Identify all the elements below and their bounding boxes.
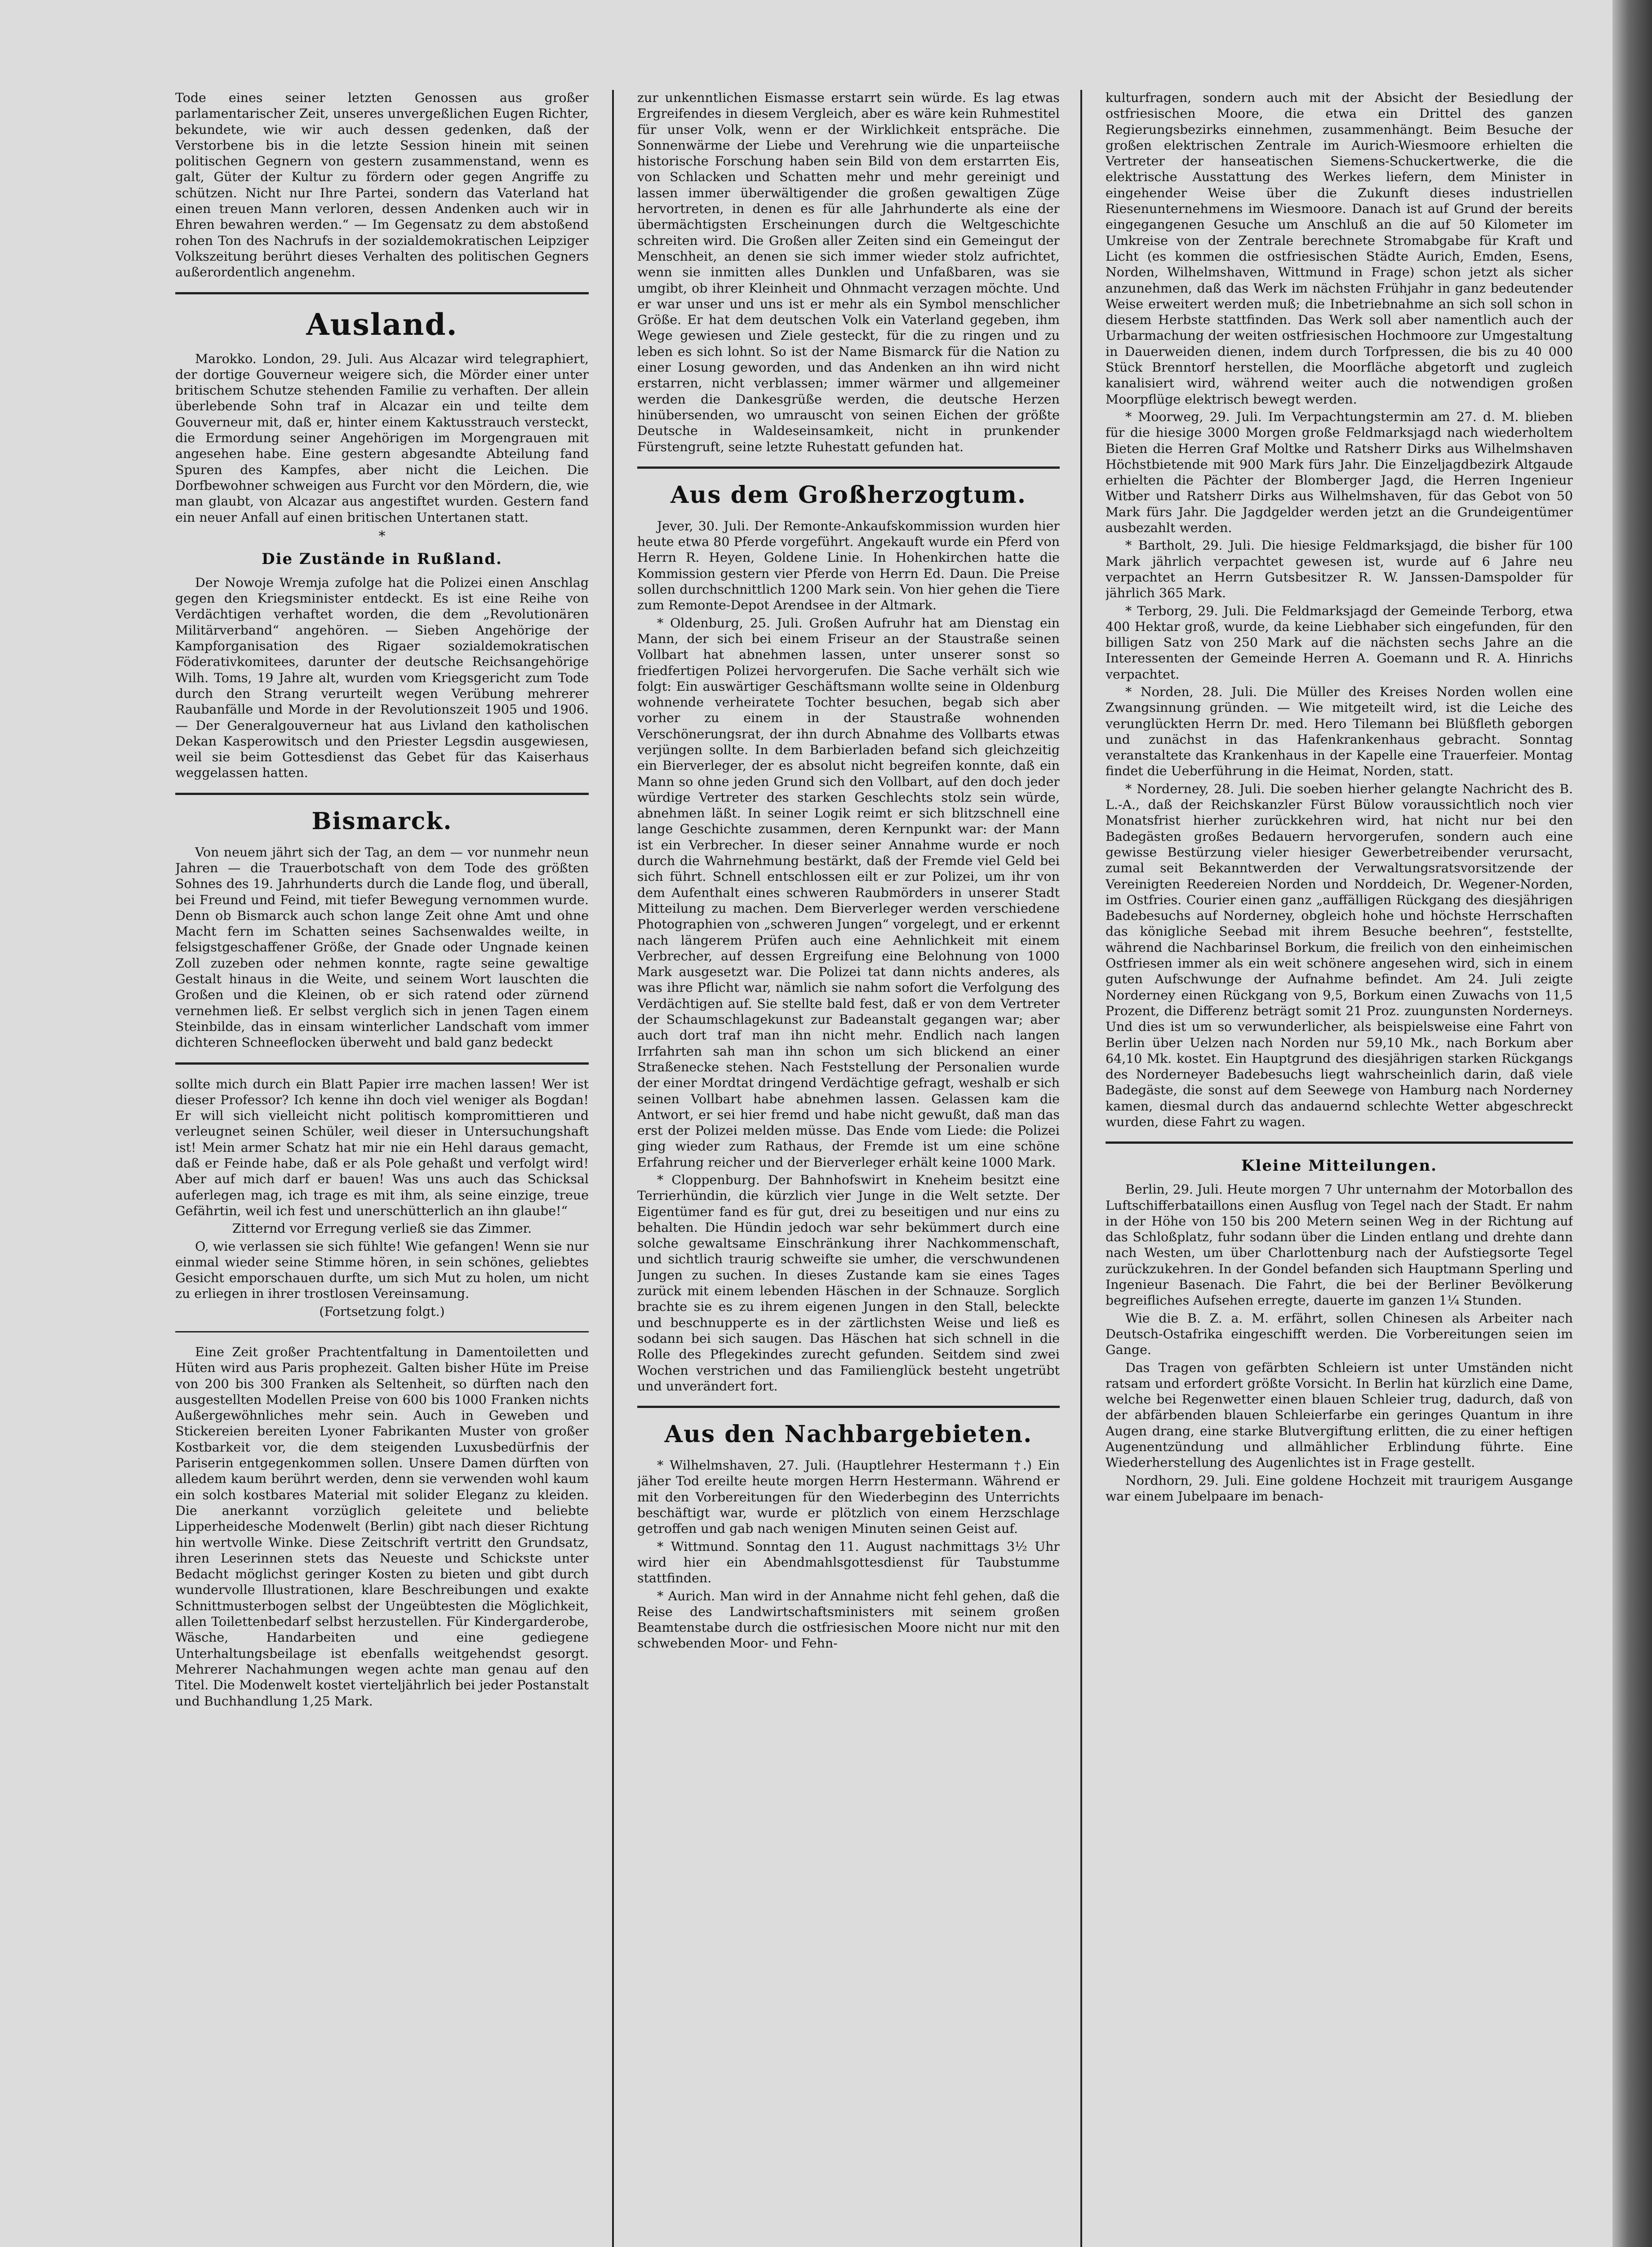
novel-text-line: Zitternd vor Erregung verließ sie das Zimmer.	[232, 1221, 532, 1236]
column-rule-left	[612, 90, 614, 2247]
article-terborg: * Terborg, 29. Juli. Die Feldmarksjagd der Gemeinde Terborg, etwa 400 Hektar groß, wurde, da keine Liebhaber sich eingefunden, für den billigen Satz von 250 Mark auf die nächsten sechs Jahre an die Interessenten der Gemeinde Herren A. Goemann und R. A. Hinrichs verpachtet.	[1106, 603, 1573, 682]
article-mode: Eine Zeit großer Prachtentfaltung in Damentoiletten und Hüten wird aus Paris prophezeit. Galten bisher Hüte im Preise von 200 bis 300 Franken als Seltenheit, so dürften nach den ausgestellten Modellen Preise von 600 bis 1000 Franken nichts Außergewöhnliches mehr sein. Auch in Geweben und Stickereien bereiten Lyoner Fabrikanten Muster von großer Kostbarkeit vor, die dem steigenden Luxusbedürfnis der Pariserin entgegenkommen sollen. Unsere Damen dürften von alledem kaum berührt werden, denn sie verwenden wohl kaum ein solch kostbares Material mit solider Eleganz zu kleiden. Die anerkannt vorzüglich geleitete und beliebte Lipperheidesche Modenwelt (Berlin) gibt nach dieser Richtung hin wertvolle Winke. Diese Zeitschrift vertritt den Grundsatz, ihren Leserinnen stets das Neueste und Schickste unter Bedacht möglichst geringer Kosten zu bieten und gibt durch wundervolle Illustrationen, klare Beschreibungen und exakte Schnittmusterbogen selbst der Ungeübtesten die Möglichkeit, allen Toilettenbedarf selbst herzustellen. Für Kindergarderobe, Wäsche, Handarbeiten und eine gediegene Unterhaltungsbeilage ist ebenfalls weitgehendst gesorgt. Mehrerer Nachahmungen wegen achte man genau auf den Titel. Die Modenwelt kostet vierteljährlich bei jeder Postanstalt und Buchhandlung 1,25 Mark.	[175, 1345, 589, 1709]
article-berlin: Berlin, 29. Juli. Heute morgen 7 Uhr unternahm der Motorballon des Luftschifferbataillons einen Ausflug von Tegel nach der Stadt. Er nahm in der Höhe von 150 bis 200 Metern seinen Weg in der Richtung auf das Schloßplatz, fuhr sodann über die Linden entlang und drehte dann nach Westen, um über Charlottenburg nach der Aufstiegsorte Tegel zurückzukehren. In der Gondel befanden sich Hauptmann Sperling und Ingenieur Basenach. Die Fahrt, die bei der Berliner Bevölkerung begreifliches Aufsehen erregte, dauerte im ganzen 1¼ Stunden.	[1106, 1182, 1573, 1308]
article-oldenburg: * Oldenburg, 25. Juli. Großen Aufruhr hat am Dienstag ein Mann, der sich bei einem Friseur an der Staustraße seinen Vollbart hat abnehmen lassen, unter unserer sonst so friedfertigen Polizei hervorgerufen. Die Sache verhält sich wie folgt: Ein auswärtiger Geschäftsmann wollte seine in Oldenburg wohnende verheiratete Tochter besuchen, begab sich aber vorher zu einem in der Staustraße wohnenden Verschönerungsrat, der ihn durch Abnahme des Vollbarts etwas verjüngen sollte. In dem Barbierladen befand sich gleichzeitig ein Bierverleger, der es absolut nicht begreifen konnte, daß ein Mann so ohne jeden Grund sich den Vollbart, auf den doch jeder würdige Vertreter des starken Geschlechts stolz sein würde, abnehmen läßt. In seiner Logik reimt er sich blitzschnell eine lange Geschichte zusammen, deren Kernpunkt war: der Mann ist ein Verbrecher. In dieser seiner Annahme wurde er noch durch die Wahrnehmung bestärkt, daß der Fremde viel Geld bei sich führt. Schnell entschlossen eilt er zur Polizei, um ihr von dem Aufenthalt eines schweren Raubmörders in unserer Stadt Mitteilung zu machen. Dem Bierverleger werden verschiedene Photographien von „schweren Jungen“ vorgelegt, und er erkennt nach längerem Prüfen auch eine Aehnlichkeit mit einem Verbrecher, auf dessen Ergreifung eine Belohnung von 1000 Mark ausgesetzt war. Die Polizei tat dann nichts anderes, als was ihre Pflicht war, nämlich sie nahm sofort die Verfolgung des Verdächtigen auf. Sie stellte bald fest, daß er von dem Vertreter der Schaumschlagekunst zur Badeanstalt gegangen war; aber auch dort traf man ihn nicht mehr. Endlich nach langen Irrfahrten sah man ihn schon um sich blickend an einer Straßenecke stehen. Nach Feststellung der Personalien wurde der einer Mordtat dringend Verdächtige gefragt, weshalb er sich seinen Vollbart habe abnehmen lassen. Gelassen kam die Antwort, er sei hier fremd und habe nicht gewußt, daß man das erst der Polizei melden müsse. Das Ende vom Liede: die Polizei ging wieder zum Rathaus, der Fremde ist um eine schöne Erfahrung reicher und der Bierverleger erhält keine 1000 Mark.	[637, 615, 1060, 1170]
article-wittmund: * Wittmund. Sonntag den 11. August nachmittags 3½ Uhr wird hier ein Abendmahlsgottesdienst für Taubstumme stattfinden.	[637, 1539, 1060, 1586]
novel-text: sollte mich durch ein Blatt Papier irre machen lassen! Wer ist dieser Professor? Ich kenne ihn doch viel weniger als Bogdan! Er will sich vielleicht nicht politisch kompromittieren und verleugnet seinen Schüler, weil dieser in Untersuchungshaft ist! Mein armer Schatz hat mir nie ein Hehl daraus gemacht, daß er Feinde habe, daß er als Pole gehaßt und verfolgt wird! Aber auf mich darf er bauen! Was uns auch das Schicksal auferlegen mag, ich trage es mit ihm, als seine einzige, treue Gefährtin, weil ich fest und unerschütterlich an ihn glaube!“	[175, 1076, 589, 1218]
article-schleier: Das Tragen von gefärbten Schleiern ist unter Umständen nicht ratsam und erfordert größte Vorsicht. In Berlin hat kürzlich eine Dame, welche bei Regenwetter einen blauen Schleier trug, dadurch, daß von der abfärbenden blauen Schleierfarbe ein geringes Quantum in ihre Augen drang, eine starke Blutvergiftung erlitten, die zu einer heftigen Augenentzündung und allmählicher Erblindung führte. Eine Wiederherstellung des Augenlichtes ist in Frage gestellt.	[1106, 1360, 1573, 1470]
divider	[1106, 1141, 1573, 1144]
divider	[175, 1062, 589, 1065]
article-russland: Der Nowoje Wremja zufolge hat die Polizei einen Anschlag gegen den Kriegsminister entdeckt. Es ist eine Reihe von Verdächtigen verhaftet worden, die dem „Revolutionären Militärverband“ angehören. — Sieben Angehörige der Kampforganisation des Rigaer sozialdemokratischen Föderativkomitees, darunter der deutsche Reichsangehörige Wilh. Toms, 19 Jahre alt, wurden vom Kriegsgericht zum Tode durch den Strang verurteilt wegen Verübung mehrerer Raubanfälle und Morde in der Revolutionszeit 1905 und 1906. — Der Generalgouverneur hat aus Livland den katholischen Dekan Kasperowitsch und den Priester Legsdin ausgewiesen, weil sie beim Gottesdienst das Gebet für das Kaiserhaus weggelassen hatten.	[175, 575, 589, 781]
novel-text-continued: O, wie verlassen sie sich fühlte! Wie gefangen! Wenn sie nur einmal wieder seine Stimme hören, in sein schönes, geliebtes Gesicht emporschauen durfte, um sich Mut zu holen, um nicht zu erliegen in ihrer trostlosen Vereinsamung.	[175, 1239, 589, 1301]
article-cloppenburg: * Cloppenburg. Der Bahnhofswirt in Kneheim besitzt eine Terrierhündin, die kürzlich vier Junge in die Welt setzte. Der Eigentümer fand es für gut, drei zu beseitigen und nur eins zu behalten. Die Hündin jedoch war sehr bekümmert durch eine solche gewaltsame Einschränkung ihrer Nachkommenschaft, und sichtlich traurig schweifte sie umher, die verschwundenen Jungen zu suchen. In dieses Zustande kam sie eines Tages zurück mit einem lebenden Häschen in der Schnauze. Sorglich brachte sie es zu ihrem eigenen Jungen in den Stall, beleckte und beschnupperte es in der zärtlichsten Weise und ließ es sodann bei sich saugen. Das Häschen hat sich schnell in die Rolle des Pflegekindes zurecht gefunden. Seitdem sind zwei Wochen verstrichen und das Familienglück besteht ungetrübt und unverändert fort.	[637, 1172, 1060, 1394]
article-intro-text: Tode eines seiner letzten Genossen aus großer parlamentarischer Zeit, unseres unvergeßlichen Eugen Richter, bekundete, wie wir auch dessen gedenken, daß der Verstorbene bis in die letzte Session hinein mit seinen politischen Gegnern von gestern zusammenstand, wenn es galt, Güter der Kultur zu fördern oder gegen Angriffe zu schützen. Nicht nur Ihre Partei, sondern das Vaterland hat einen treuen Mann verloren, dessen Andenken auch wir in Ehren bewahren werden.“ — Im Gegensatz zu dem abstoßend rohen Ton des Nachrufs in der sozialdemokratischen Leipziger Volkszeitung berührt dieses Verhalten des politischen Gegners außerordentlich angenehm.	[175, 90, 589, 280]
article-aurich: * Aurich. Man wird in der Annahme nicht fehl gehen, daß die Reise des Landwirtschaftsministers mit seinem großen Beamtenstabe durch die ostfriesischen Moore nicht nur mit den schwebenden Moor- und Fehn-	[637, 1588, 1060, 1651]
column-rule-right	[1080, 90, 1082, 2247]
column-right	[1106, 90, 1573, 2247]
section-heading-grossherzogtum: Aus dem Großherzogtum.	[671, 481, 1026, 509]
article-wilhelmshaven: * Wilhelmshaven, 27. Juli. (Hauptlehrer Hestermann †.) Ein jäher Tod ereilte heute morgen Herrn Hestermann. Während er mit den Vorbereitungen für den Wiederbeginn des Unterrichts beschäftigt war, wurde er plötzlich von einem Herzschlage getroffen und gab nach wenigen Minuten seinen Geist auf.	[637, 1458, 1060, 1536]
continuation-note: (Fortsetzung folgt.)	[319, 1304, 445, 1319]
divider	[175, 292, 589, 294]
separator-star: *	[378, 528, 386, 544]
article-bismarck-continued: zur unkenntlichen Eismasse erstarrt sein würde. Es lag etwas Ergreifendes in diesem Vergleich, aber es wäre kein Ruhmestitel für unser Volk, wenn er der Wirklichkeit entspräche. Die Sonnenwärme der Liebe und Verehrung wie die unparteiische historische Forschung haben sein Bild von dem erstarrten Eis, von Schlacken und Schatten mehr und mehr gereinigt und lassen immer überwältigender die großen gewaltigen Züge hervortreten, in denen es für alle Jahrhunderte als eine der übermächtigsten Erscheinungen durch die Weltgeschichte schreiten wird. Die Großen aller Zeiten sind ein Gemeingut der Menschheit, an denen sie sich immer wieder stolz aufrichtet, wenn sie inmitten alles Dunklen und Unfaßbaren, was sie umgibt, ob ihrer Kleinheit und Ohnmacht verzagen möchte. Und er war unser und uns ist er mehr als ein Symbol menschlicher Größe. Er hat dem deutschen Volk ein Vaterland gegeben, ihm Wege gewiesen und Ziele gesteckt, für die zu ringen und zu leben es sich lohnt. So ist der Name Bismarck für die Nation zu einer Losung geworden, und das Andenken an ihn wird nicht erstarren, nicht verblassen; immer wärmer und allgemeiner werden die Dankesgrüße werden, die deutsche Herzen hinübersenden, wo umrauscht von seinen Eichen der größte Deutsche in Waldeseinsamkeit, nicht in prunkender Fürstengruft, seine letzte Ruhestatt gefunden hat.	[637, 90, 1060, 454]
divider	[175, 793, 589, 795]
article-moorweg: * Moorweg, 29. Juli. Im Verpachtungstermin am 27. d. M. blieben für die hiesige 3000 Morgen große Feldmarksjagd nach wiederholtem Bieten die Herren Graf Moltke und Ratsherr Dirks aus Wilhelmshaven Höchstbietende mit 900 Mark fürs Jahr. Die Einzeljagdbezirk Altgaude erhielten die Pächter der Blomberger Jagd, die Herren Ingenieur Witber und Ratsherr Dirks aus Wilhelmshaven, für das Gebot von 50 Mark fürs Jahr. Die Jagdgelder werden jetzt an die Grundeigentümer ausbezahlt werden.	[1106, 409, 1573, 536]
section-heading-kleine-mitteilungen: Kleine Mitteilungen.	[1241, 1157, 1438, 1175]
article-norderney: * Norderney, 28. Juli. Die soeben hierher gelangte Nachricht des B. L.-A., daß der Reichskanzler Fürst Bülow voraussichtlich noch vier Monatsfrist hierher zurückkehren wird, hat nicht nur bei den Badegästen großes Bedauern hervorgerufen, sondern auch eine gewisse Bestürzung vieler hiesiger Gewerbetreibender verursacht, zumal seit Bekanntwerden der Verwaltungsratsvorsitzende der Vereinigten Reedereien Norden und Norddeich, Dr. Wegener-Norden, im Ostfries. Courier einen ganz „auffälligen Rückgang des diesjährigen Badebesuchs auf Norderney, obgleich hohe und höchste Herrschaften das königliche Seebad mit ihrem Besuche beehren“, feststellte, während die Nachbarinsel Borkum, die freilich von den einheimischen Ostfriesen immer als ein weit schönere angesehen wird, sich in einem guten Aufschwunge der Aufnahme befindet. Am 24. Juli zeigte Norderney einen Rückgang von 9,5, Borkum einen Zuwachs von 11,5 Prozent, die Differenz beträgt somit 21 Proz. zuungunsten Norderneys. Und dies ist um so verwunderlicher, als beispielsweise eine Fahrt von Berlin über Uelzen nach Norden nur 59,10 Mk., nach Borkum aber 64,10 Mk. kostet. Ein Hauptgrund des diesjährigen starken Rückgangs des Norderneyer Badebesuchs liegt wahrscheinlich darin, daß viele Badegäste, die sonst auf dem Seewege von Hamburg nach Norderney kamen, diesmal durch das andauernd schlechte Wetter abgeschreckt wurden, diese Fahrt zu wagen.	[1106, 781, 1573, 1129]
column-middle	[637, 90, 1060, 2247]
divider	[175, 1331, 589, 1332]
subheading-russland: Die Zustände in Rußland.	[262, 550, 502, 568]
column-left	[175, 90, 589, 2247]
article-norden: * Norden, 28. Juli. Die Müller des Kreises Norden wollen eine Zwangsinnung gründen. — Wie mitgeteilt wird, ist die Leiche des verunglückten Herrn Dr. med. Hero Tilemann bei Blüßfleth geborgen und zunächst in das Hafenkrankenhaus gebracht. Sonntag veranstaltete das Krankenhaus in der Kapelle eine Trauerfeier. Montag findet die Ueberführung in die Heimat, Norden, statt.	[1106, 684, 1573, 779]
article-jever: Jever, 30. Juli. Der Remonte-Ankaufskommission wurden hier heute etwa 80 Pferde vorgeführt. Angekauft wurde ein Pferd von Herrn R. Heyen, Goldene Linie. In Hohenkirchen hatte die Kommission gestern vier Pferde von Herrn Ed. Daun. Die Preise sollen durchschnittlich 1200 Mark sein. Von hier gehen die Tiere zum Remonte-Depot Arendsee in der Altmark.	[637, 518, 1060, 613]
binding-spine	[1612, 0, 1652, 2247]
article-aurich-continued: kulturfragen, sondern auch mit der Absicht der Besiedlung der ostfriesischen Moore, die etwa ein Drittel des ganzen Regierungsbezirks einnehmen, zusammenhängt. Beim Besuche der großen elektrischen Zentrale im Aurich-Wiesmoore erhielten die Vertreter der hanseatischen Siemens-Schuckertwerke, die die elektrische Ausstattung des Werkes liefern, dem Minister in eingehender Weise über die Zukunft dieses industriellen Riesenunternehmens im Wiesmoore. Danach ist auf Grund der bereits eingegangenen Gesuche um Anschluß an die auf 50 Kilometer im Umkreise von der Zentrale berechnete Stromabgabe für Kraft und Licht (es kommen die ostfriesischen Städte Aurich, Emden, Esens, Norden, Wilhelmshaven, Wittmund in Frage) schon jetzt als sicher anzunehmen, daß das Werk im nächsten Frühjahr in ganz bedeutender Weise erweitert werden muß; die Inbetriebnahme an sich soll schon in diesem Herbste stattfinden. Das Werk soll aber namentlich auch der Urbarmachung der weiten ostfriesischen Hochmoore zur Umgestaltung in Dauerweiden dienen, indem durch Torfpressen, die bis zu 40 000 Stück Brenntorf herstellen, die Moorfläche abgetorft und zugleich kanalisiert wird, während weiter auch die notwendigen großen Moorpflüge elektrisch bewegt werden.	[1106, 90, 1573, 407]
divider	[637, 1406, 1060, 1408]
article-bismarck: Von neuem jährt sich der Tag, an dem — vor nunmehr neun Jahren — die Trauerbotschaft von dem Tode des größten Sohnes des 19. Jahrhunderts durch die Lande flog, und überall, bei Freund und Feind, mit tiefer Bewegung vernommen wurde. Denn ob Bismarck auch schon lange Zeit ohne Amt und ohne Macht fern im Schatten seines Sachsenwaldes weilte, in felsigstgeschaffener Größe, der Gnade oder Ungnade keinen Zoll zuzeben oder nehmen konnte, ragte seine gewaltige Gestalt hinaus in die Weite, und seinem Wort lauschten die Großen und die Kleinen, ob er sich ratend oder zürnend vernehmen ließ. Er selbst verglich sich in jenen Tagen einem Steinbilde, das in einsam winterlicher Landschaft vom immer dichteren Schneeflocken überweht und bald ganz bedeckt	[175, 844, 589, 1050]
divider	[637, 466, 1060, 469]
section-heading-bismarck: Bismarck.	[311, 807, 453, 835]
article-chinesen: Wie die B. Z. a. M. erfährt, sollen Chinesen als Arbeiter nach Deutsch-Ostafrika eingeschifft werden. Die Vorbereitungen seien im Gange.	[1106, 1310, 1573, 1358]
article-bartholt: * Bartholt, 29. Juli. Die hiesige Feldmarksjagd, die bisher für 100 Mark jährlich verpachtet gewesen ist, wurde auf 6 Jahre neu verpachtet an Herrn Gutsbesitzer R. W. Janssen-Damspolder für jährlich 365 Mark.	[1106, 538, 1573, 601]
section-heading-nachbargebiete: Aus den Nachbargebieten.	[664, 1421, 1033, 1448]
section-heading-ausland: Ausland.	[306, 306, 458, 342]
article-marokko: Marokko. London, 29. Juli. Aus Alcazar wird telegraphiert, der dortige Gouverneur weigere sich, die Mörder einer unter britischem Schutze stehenden Familie zu verhaften. Der allein überlebende Sohn traf in Alcazar ein und teilte dem Gouverneur mit, daß er, hinter einem Kaktusstrauch versteckt, die Ermordung seiner Angehörigen im Morgengrauen mit angesehen habe. Eine gestern abgesandte Abteilung fand Spuren des Kampfes, aber nicht die Leichen. Die Dorfbewohner schweigen aus Furcht vor den Mördern, die, wie man glaubt, von Alcazar aus angestiftet wurden. Gestern fand ein neuer Anfall auf einen britischen Untertanen statt.	[175, 351, 589, 525]
article-nordhorn: Nordhorn, 29. Juli. Eine goldene Hochzeit mit traurigem Ausgange war einem Jubelpaare im benach-	[1106, 1473, 1573, 1504]
